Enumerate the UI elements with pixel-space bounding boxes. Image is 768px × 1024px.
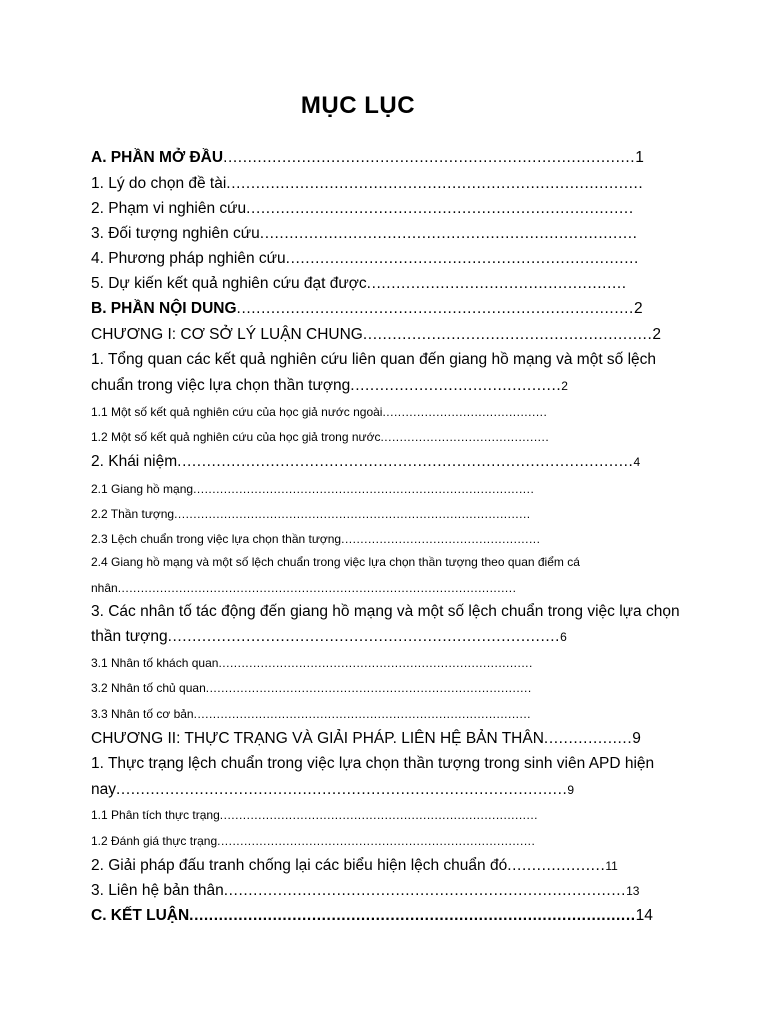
toc-entry-text: B. PHẦN NỘI DUNG	[91, 300, 237, 317]
toc-entry-text: 4. Phương pháp nghiên cứu	[91, 250, 286, 267]
toc-page-number: 11	[605, 859, 618, 873]
toc-entry-text: 2. Giải pháp đấu tranh chống lại các biểu hiện lệch chuẩn đó	[91, 857, 508, 874]
toc-entry-text: 1. Thực trạng lệch chuẩn trong việc lựa chọn thần tượng trong sinh viên APD hiện	[91, 755, 655, 772]
toc-entry-text: 1. Tổng quan các kết quả nghiên cứu liên quan đến giang hồ mạng và một số lệch	[91, 351, 657, 368]
toc-entry-text: nay	[91, 781, 116, 798]
toc-entry	[91, 552, 580, 572]
toc-entry-text: 2.2 Thần tượng	[91, 507, 175, 521]
toc-entry	[91, 704, 531, 724]
toc-entry-text: 3.2 Nhân tố chủ quan	[91, 681, 206, 695]
toc-entry-text: 1.2 Một số kết quả nghiên cứu của học giả trong nước	[91, 430, 381, 444]
toc-page-number: 13	[626, 884, 640, 898]
toc-entry-text: 3. Các nhân tố tác động đến giang hồ mạng và một số lệch chuẩn trong việc lựa chọn	[91, 603, 680, 620]
toc-entry	[91, 578, 516, 598]
toc-entry	[91, 402, 547, 422]
toc-entry	[91, 529, 540, 549]
toc-entry-text: 2.3 Lệch chuẩn trong việc lựa chọn thần tượng	[91, 532, 342, 546]
toc-entry-text: 3.3 Nhân tố cơ bản	[91, 707, 194, 721]
toc-page-number: 2	[561, 379, 568, 393]
toc-entry	[91, 729, 641, 749]
toc-entry	[91, 479, 534, 499]
toc-entry-text: CHƯƠNG II: THỰC TRẠNG VÀ GIẢI PHÁP. LIÊN HỆ BẢN THÂN	[91, 730, 544, 747]
toc-entry-text: thần tượng	[91, 628, 168, 645]
toc-entry-text: CHƯƠNG I: CƠ SỞ LÝ LUẬN CHUNG	[91, 326, 363, 343]
toc-leader-dots: .............................................................................................	[174, 507, 531, 521]
toc-entry	[91, 780, 574, 800]
toc-leader-dots: ...............................................................................	[246, 200, 634, 217]
toc-entry-text: 3.1 Nhân tố khách quan	[91, 656, 219, 670]
toc-entry	[91, 299, 643, 319]
toc-leader-dots: ........................................................................................	[193, 707, 531, 721]
toc-entry-text: chuẩn trong việc lựa chọn thần tượng	[91, 377, 351, 394]
toc-entry	[91, 906, 653, 926]
toc-entry-text: 5. Dự kiến kết quả nghiên cứu đạt được	[91, 275, 367, 292]
toc-leader-dots: ....................................................	[341, 532, 541, 546]
toc-entry	[91, 627, 567, 647]
toc-leader-dots: .....................................................................................	[226, 175, 644, 192]
toc-leader-dots: ....................	[507, 857, 606, 874]
toc-entry	[91, 274, 627, 294]
toc-entry-text: A. PHẦN MỞ ĐẦU	[91, 149, 224, 166]
toc-page-number: 6	[560, 630, 567, 644]
toc-leader-dots: .................................................................................	[236, 300, 634, 317]
toc-page-number: 9	[632, 730, 641, 747]
toc-entry	[91, 376, 568, 396]
toc-page-number: 2	[633, 300, 643, 317]
toc-entry-text: 2. Khái niệm	[91, 453, 178, 470]
toc-entry-text: 1.1 Một số kết quả nghiên cứu của học giả nước ngoài	[91, 405, 383, 419]
toc-leader-dots: ..................................................................................	[218, 656, 533, 670]
toc-entry	[91, 199, 634, 219]
toc-leader-dots: .....................................................	[366, 275, 627, 292]
toc-leader-dots: .............................................................................................	[177, 453, 634, 470]
toc-leader-dots: ...................................................................................	[219, 808, 539, 822]
toc-entry	[91, 224, 638, 244]
toc-entry	[91, 754, 654, 774]
toc-entry-text: 1. Lý do chọn đề tài	[91, 175, 227, 192]
toc-leader-dots: ...........................................	[382, 405, 548, 419]
toc-entry	[91, 148, 644, 168]
toc-leader-dots: ...........................................................	[362, 326, 653, 343]
toc-entry-text: 2.1 Giang hồ mạng	[91, 482, 194, 496]
toc-leader-dots: ............................................	[380, 430, 550, 444]
toc-entry-text: 3. Đối tượng nghiên cứu	[91, 225, 260, 242]
toc-entry	[91, 427, 549, 447]
toc-leader-dots: .........................................................................................	[193, 482, 535, 496]
toc-leader-dots: .....................................................................................	[205, 681, 532, 695]
toc-page-number: 2	[652, 326, 661, 343]
toc-entry	[91, 249, 639, 269]
toc-entry-text: 1.2 Đánh giá thực trạng	[91, 834, 218, 848]
toc-entry	[91, 881, 639, 901]
toc-leader-dots: ...................................................................................	[217, 834, 536, 848]
toc-entry-text: 2. Phạm vi nghiên cứu	[91, 200, 247, 217]
toc-leader-dots: .............................................................................	[259, 225, 638, 242]
toc-entry	[91, 805, 538, 825]
toc-entry-text: 2.4 Giang hồ mạng và một số lệch chuẩn trong việc lựa chọn thần tượng theo quan điểm cá	[91, 555, 580, 569]
toc-leader-dots: ................................................................................	[167, 628, 561, 645]
toc-leader-dots: ........................................................................................................	[117, 581, 517, 595]
toc-leader-dots: ...........................................................................................	[189, 907, 636, 924]
toc-leader-dots: ..................................................................................	[223, 882, 627, 899]
toc-entry	[91, 325, 661, 345]
page-title: MỤC LỤC	[300, 92, 416, 119]
toc-entry	[91, 678, 532, 698]
toc-page-number: 9	[567, 783, 575, 797]
toc-entry	[91, 174, 643, 194]
toc-page-number: 14	[635, 907, 653, 924]
toc-leader-dots: ............................................................................................	[116, 781, 568, 798]
toc-leader-dots: ..................	[543, 730, 633, 747]
toc-entry	[91, 602, 680, 622]
toc-page-number: 1	[635, 149, 644, 166]
toc-entry	[91, 452, 640, 472]
toc-leader-dots: ....................................................................................	[223, 149, 636, 166]
toc-leader-dots: ........................................................................	[285, 250, 639, 267]
toc-entry-text: 1.1 Phân tích thực trạng	[91, 808, 220, 822]
toc-entry-text: 3. Liên hệ bản thân	[91, 882, 224, 899]
toc-entry	[91, 831, 535, 851]
toc-entry	[91, 350, 656, 370]
toc-entry-text: C. KẾT LUẬN	[91, 907, 190, 924]
toc-entry-text: nhân	[91, 581, 118, 595]
toc-entry	[91, 856, 618, 876]
toc-entry	[91, 504, 531, 524]
toc-entry	[91, 653, 533, 673]
toc-page-number: 4	[633, 455, 641, 469]
toc-leader-dots: ...........................................	[350, 377, 562, 394]
